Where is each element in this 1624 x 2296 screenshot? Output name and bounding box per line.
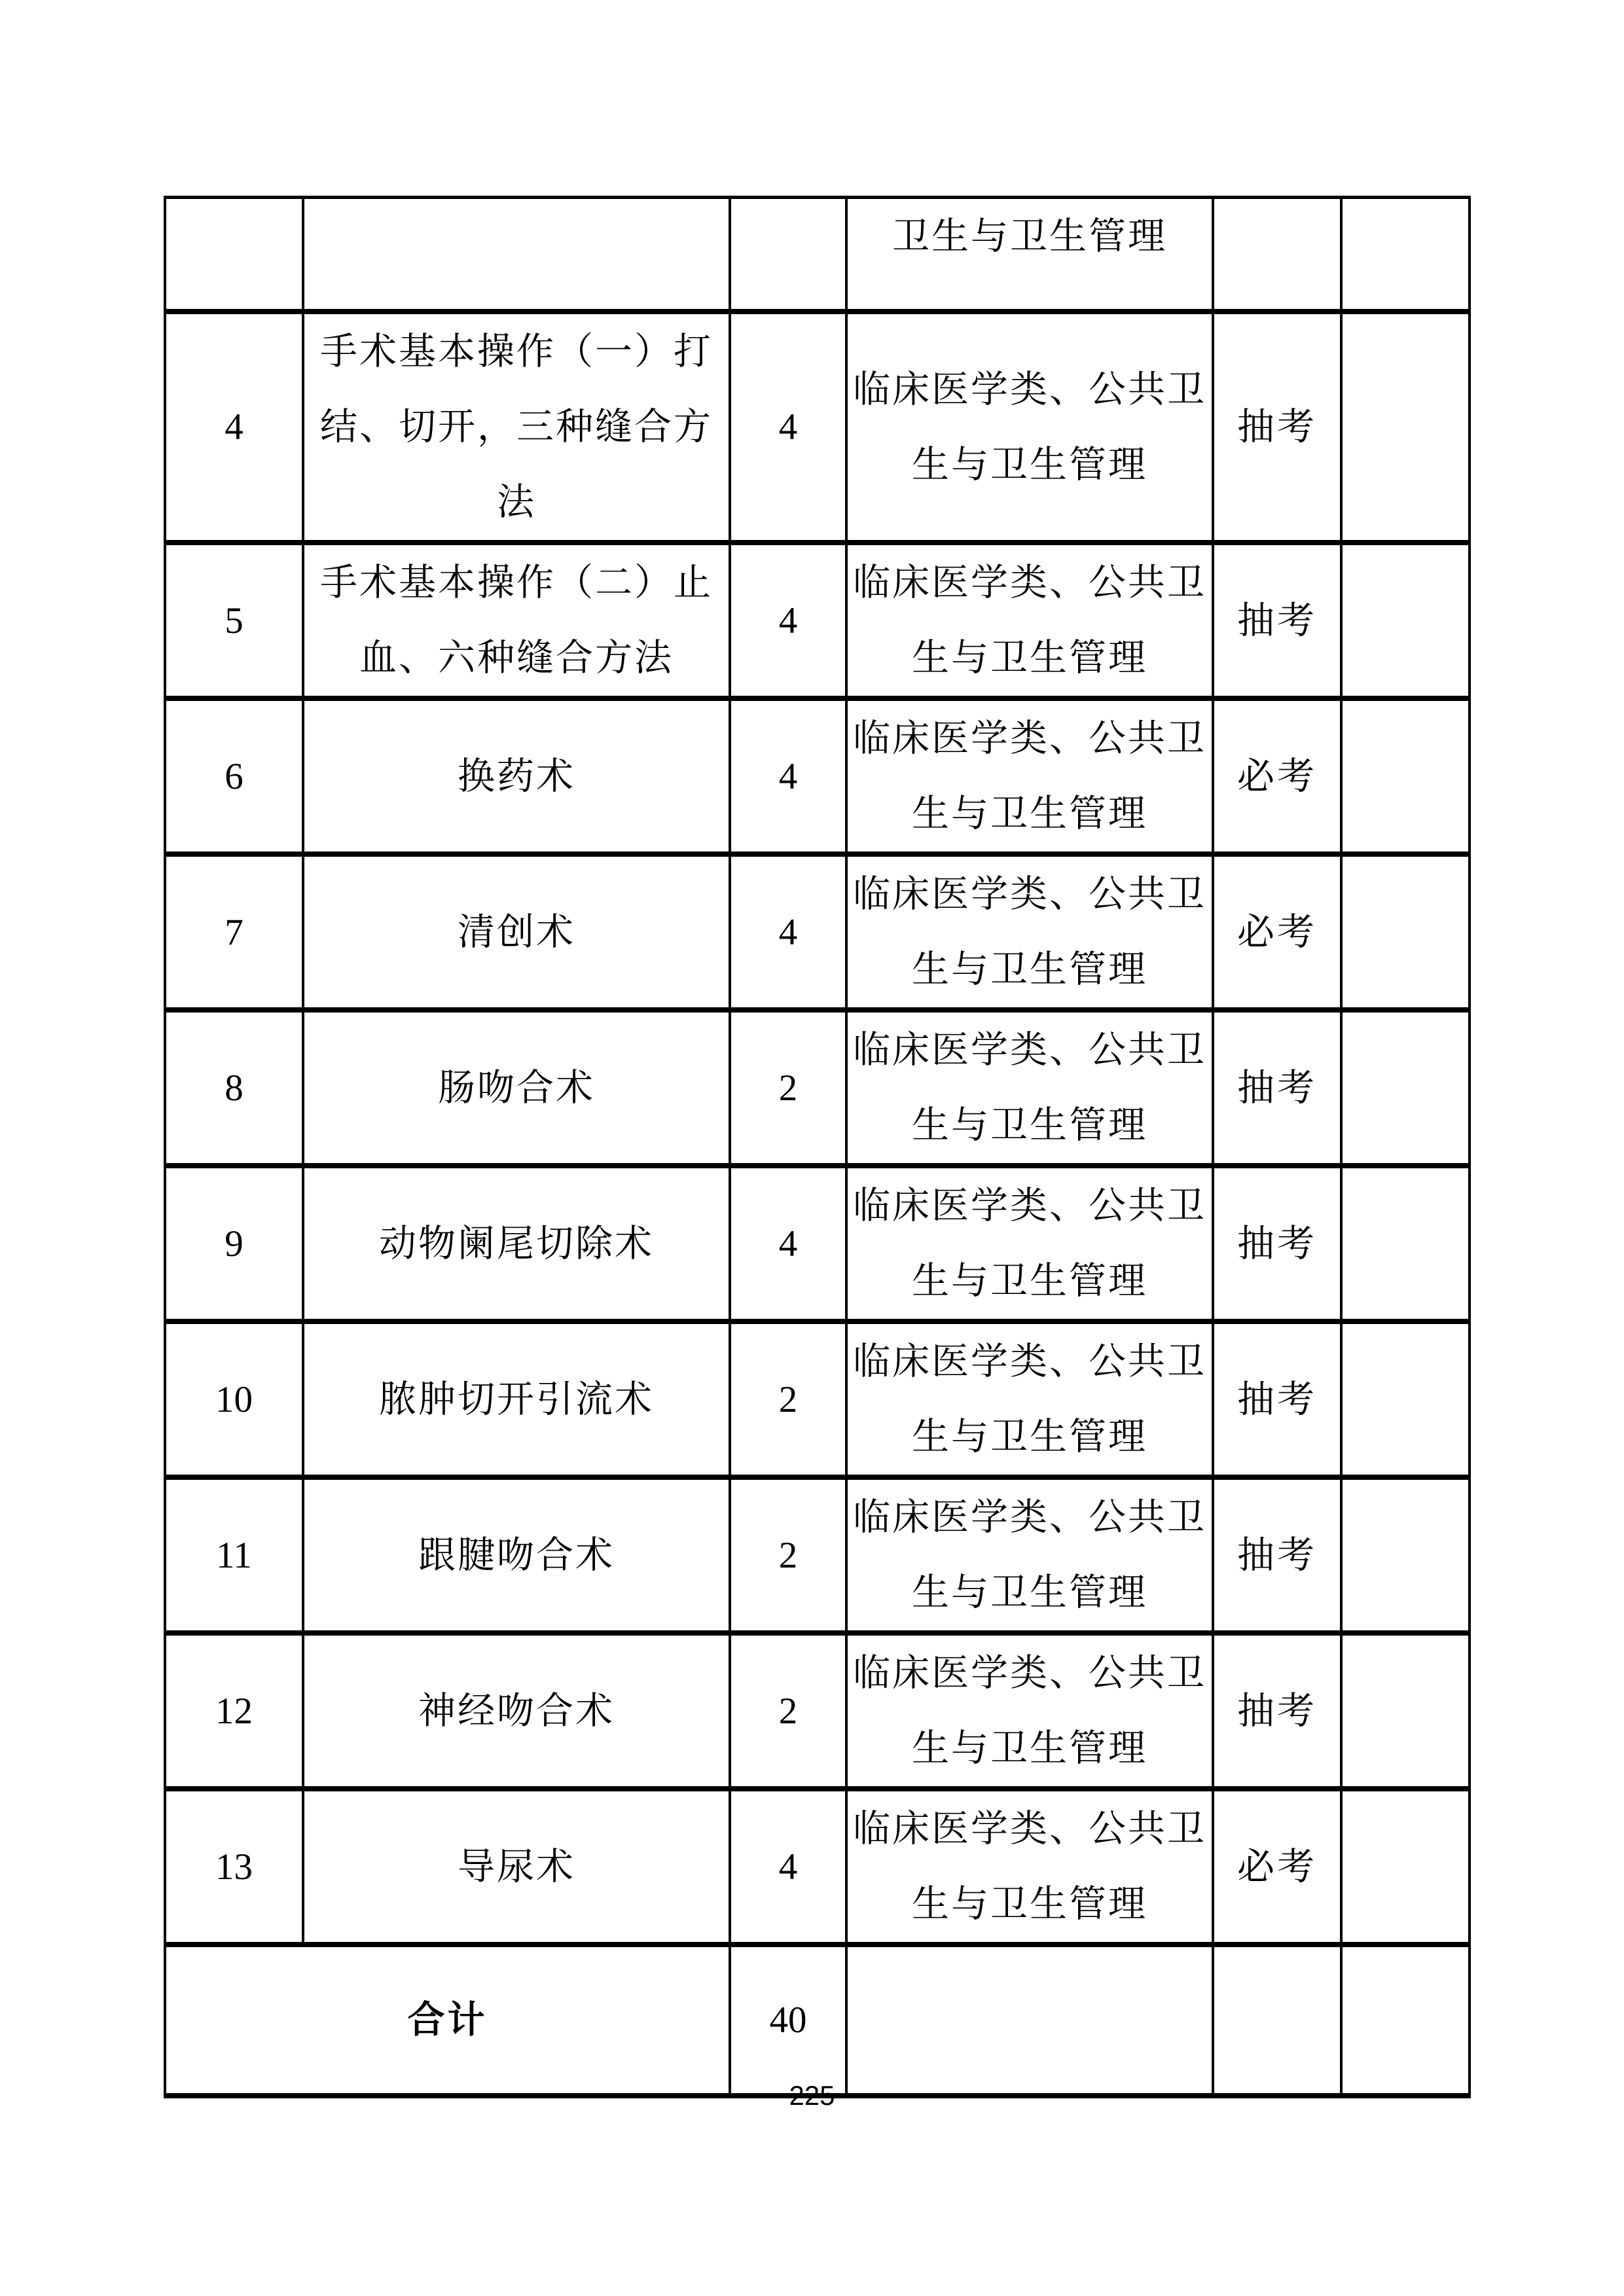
cell-hours: 2 xyxy=(730,1633,846,1789)
cell-number: 11 xyxy=(165,1477,303,1633)
cell-number: 7 xyxy=(165,854,303,1010)
cell-name: 手术基本操作（一）打结、切开，三种缝合方法 xyxy=(303,312,730,543)
cell-total-hours: 40 xyxy=(730,1945,846,2096)
cell-note xyxy=(1341,1789,1470,1945)
table-row-continuation xyxy=(165,198,1470,312)
cell-exam: 抽考 xyxy=(1213,312,1341,543)
cell-hours: 2 xyxy=(730,1010,846,1166)
cell-majors: 临床医学类、公共卫生与卫生管理 xyxy=(846,1010,1213,1166)
cell-note xyxy=(1341,1166,1470,1321)
table-row xyxy=(165,543,1470,698)
cell-note xyxy=(1341,1010,1470,1166)
cell-name: 脓肿切开引流术 xyxy=(303,1321,730,1477)
cell-hours: 4 xyxy=(730,854,846,1010)
cell-number: 5 xyxy=(165,543,303,698)
cell-number: 10 xyxy=(165,1321,303,1477)
cell-exam: 必考 xyxy=(1213,698,1341,854)
table-row xyxy=(165,1633,1470,1789)
cell-exam: 抽考 xyxy=(1213,1010,1341,1166)
cell-hours: 4 xyxy=(730,543,846,698)
cell-note xyxy=(1341,1633,1470,1789)
cell-note xyxy=(1341,1945,1470,2096)
cell-number: 12 xyxy=(165,1633,303,1789)
cell-hours: 2 xyxy=(730,1321,846,1477)
cell-name xyxy=(303,198,730,312)
cell-exam: 抽考 xyxy=(1213,543,1341,698)
cell-note xyxy=(1341,198,1470,312)
cell-name: 清创术 xyxy=(303,854,730,1010)
cell-number: 9 xyxy=(165,1166,303,1321)
cell-hours: 4 xyxy=(730,1166,846,1321)
cell-number xyxy=(165,198,303,312)
table-row xyxy=(165,1321,1470,1477)
table-row xyxy=(165,312,1470,543)
cell-number: 8 xyxy=(165,1010,303,1166)
table-row xyxy=(165,1010,1470,1166)
table-row-total xyxy=(165,1945,1470,2096)
table-row xyxy=(165,1477,1470,1633)
table-row xyxy=(165,1789,1470,1945)
cell-name: 肠吻合术 xyxy=(303,1010,730,1166)
cell-hours: 4 xyxy=(730,698,846,854)
cell-exam: 抽考 xyxy=(1213,1633,1341,1789)
cell-majors: 临床医学类、公共卫生与卫生管理 xyxy=(846,1633,1213,1789)
cell-majors: 临床医学类、公共卫生与卫生管理 xyxy=(846,1166,1213,1321)
cell-note xyxy=(1341,698,1470,854)
cell-exam: 必考 xyxy=(1213,1789,1341,1945)
cell-note xyxy=(1341,543,1470,698)
cell-exam: 抽考 xyxy=(1213,1321,1341,1477)
cell-exam xyxy=(1213,198,1341,312)
table-row xyxy=(165,854,1470,1010)
cell-hours: 2 xyxy=(730,1477,846,1633)
cell-number: 4 xyxy=(165,312,303,543)
cell-number: 13 xyxy=(165,1789,303,1945)
table-row xyxy=(165,698,1470,854)
cell-majors xyxy=(846,1945,1213,2096)
curriculum-table-wrapper xyxy=(164,196,1468,2098)
cell-majors: 临床医学类、公共卫生与卫生管理 xyxy=(846,698,1213,854)
cell-name: 导尿术 xyxy=(303,1789,730,1945)
cell-hours xyxy=(730,198,846,312)
cell-note xyxy=(1341,312,1470,543)
table-row xyxy=(165,1166,1470,1321)
cell-majors: 卫生与卫生管理 xyxy=(846,198,1213,312)
cell-majors: 临床医学类、公共卫生与卫生管理 xyxy=(846,543,1213,698)
cell-majors: 临床医学类、公共卫生与卫生管理 xyxy=(846,1477,1213,1633)
cell-hours: 4 xyxy=(730,1789,846,1945)
cell-name: 动物阑尾切除术 xyxy=(303,1166,730,1321)
cell-total-label: 合计 xyxy=(165,1945,730,2096)
cell-exam: 抽考 xyxy=(1213,1166,1341,1321)
cell-number: 6 xyxy=(165,698,303,854)
cell-name: 跟腱吻合术 xyxy=(303,1477,730,1633)
cell-majors: 临床医学类、公共卫生与卫生管理 xyxy=(846,854,1213,1010)
cell-name: 手术基本操作（二）止血、六种缝合方法 xyxy=(303,543,730,698)
cell-exam: 抽考 xyxy=(1213,1477,1341,1633)
cell-exam xyxy=(1213,1945,1341,2096)
cell-note xyxy=(1341,1321,1470,1477)
cell-majors: 临床医学类、公共卫生与卫生管理 xyxy=(846,312,1213,543)
cell-name: 换药术 xyxy=(303,698,730,854)
cell-exam: 必考 xyxy=(1213,854,1341,1010)
cell-majors: 临床医学类、公共卫生与卫生管理 xyxy=(846,1789,1213,1945)
cell-note xyxy=(1341,1477,1470,1633)
cell-hours: 4 xyxy=(730,312,846,543)
cell-note xyxy=(1341,854,1470,1010)
cell-majors: 临床医学类、公共卫生与卫生管理 xyxy=(846,1321,1213,1477)
curriculum-table xyxy=(164,196,1471,2098)
page-number: 225 xyxy=(789,2080,835,2111)
cell-name: 神经吻合术 xyxy=(303,1633,730,1789)
